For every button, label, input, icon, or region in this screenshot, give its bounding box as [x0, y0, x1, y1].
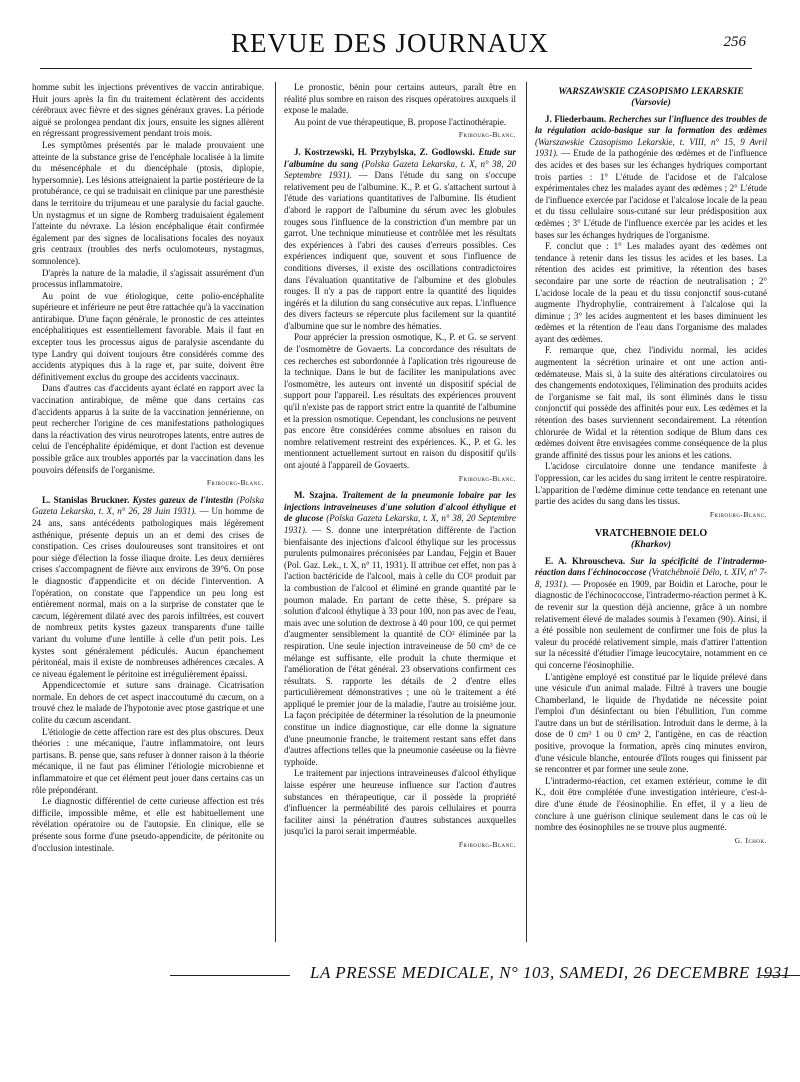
article-reference: (Polska Gazeta Lekarska, t. X, n° 38, 20 Septembre 1931).: [284, 158, 516, 181]
article-reference: (Polska Gazeta Lekarska, t. X, n° 26, 28 Juin 1931).: [32, 494, 264, 517]
article-title: Etude sur l'albumine du sang: [284, 146, 516, 169]
paragraph: Le traitement par injections intraveineuses d'alcool éthylique laisse espérer une heureuse influence sur l'action d'autres substances en thérapeutique, car il possède la propriété d'influencer la perméabilité des parois cellulaires et pourra faciliter ainsi la pénétration d'autres substances auxquelles jusqu'ici la paroi serait imperméable.: [284, 768, 516, 837]
paragraph: L'acidose circulatoire donne une tendance manifeste à l'oppression, car les acides du sang irritent le centre respiratoire. L'apparition de l'œdème diminue cette tendance en retenant une partie des acides du sang dans les tissus.: [535, 461, 767, 507]
author-signature: Fribourg-Blanc.: [206, 478, 264, 488]
paragraph: F. remarque que, chez l'individu normal, les acides augmentent la sécrétion urinaire et ont une action anti-œdémateuse. Mais si, à la suite des altérations circulatoires ou des changements endotoxiques, l'élimination des produits acides de l'organisme se fait mal, ils sont éliminés dans le tissu conjonctif qui possède des affinités pour eux. Les œdèmes et la rétention des bases surviennent secondairement. La rétention chlorurée de Widal et la rétention sodique de Blum dans ces œdèmes doivent être envisagées comme conséquence de la plus grande affinité des tissus pour les anions et les cations.: [535, 345, 767, 460]
article-body: — Etude de la pathogénie des œdèmes et de l'influence des acides et des bases sur les échanges hydriques comportant trois parties : 1° L'étude de l'acidose et de l'alcalose expérimentales chez les malades ayant des œdèmes ; 2° L'étude de l'influence exercée par l'acidose et l'alcalose locale de la peau et du tissu cellulaire sous-cutané sur leur prédisposition aux œdèmes ; 3° L'étude de l'influence exercée par les acides et les bases sur les échanges hydriques de l'organisme.: [535, 148, 767, 240]
paragraph: Au point de vue thérapeutique, B. propose l'actinothérapie.: [294, 116, 507, 127]
footer-rule-left: [170, 975, 290, 976]
author-signature: Fribourg-Blanc.: [709, 509, 767, 519]
article-body: — Un homme de 24 ans, sans antécédents pathologiques mais légèrement asthénique, présente depuis un an et demi des crises de constipation. Ces crises douloureuses sont transitoires et ont pour siège d'élection la fosse iliaque droite. Les deux dernières crises s'accompagnent de fièvre aux environs de 39°6. On pose le diagnostic d'appendicite et on décide l'intervention. A l'opération, on constate que l'appendice un peu long est entièrement normal, mais on a la surprise de constater que le cæcum, légèrement dilaté avec des parois infiltrées, est couvert de nombreux petits kystes gazeux transparents d'une taille variant du volume d'une lentille à celle d'un petit pois. Les kystes sont généralement pédiculés. Aucun épanchement péritonéal, mais il existe de nombreuses adhérences cæcales. A ce niveau également le péritoine est irrégulièrement épaissi.: [32, 506, 264, 679]
journal-name: WARSZAWSKIE CZASOPISMO LEKARSKIE: [558, 87, 744, 97]
article-author: J. Fliederbaum.: [545, 113, 607, 124]
article-reference: (Polska Gazeta Lekarska, t. X, n° 38, 20 Septembre 1931).: [284, 513, 516, 535]
author-signature: Fribourg-Blanc.: [458, 130, 516, 140]
article-abstract: [535, 114, 767, 242]
journal-name: VRATCHEBNOIE DELO: [594, 528, 708, 540]
footer-rule-right: [760, 975, 800, 976]
author-signature: Fribourg-Blanc.: [458, 840, 516, 849]
page-header: [20, 16, 760, 56]
article-body: — Dans l'étude du sang on s'occupe relativement peu de l'albumine. K., P. et G. s'attachent surtout à l'étude des variations quantitatives de l'albumine. Ils étudient d'abord le rapport de l'albumine du sérum avec les globules rouges sous l'influence de la constriction d'un membre par un garrot. Une technique minutieuse et contrôlée met les résultats des expériences à l'abri des causes d'erreurs possibles. Ces expériences indiquent que, souvent et sous l'influence de conditions diverses, il existe des oscillations contradictoires dans l'évaluation quantitative de l'albumine et des globules rouges. Il n'y a pas de rapport entre la quantité des liquides ingérés et la dilution du sang consécutive aux repas. L'influence des divers facteurs se répercute plus facilement sur la quantité d'albumine que sur le nombre des hématies.: [284, 170, 516, 331]
article-title: Kystes gazeux de l'intestin: [132, 494, 234, 505]
article-title: Recherches sur l'influence des troubles de la régulation acido-basique sur la formation des œdèmes: [535, 113, 767, 136]
column-divider: [526, 82, 527, 942]
article-author: J. Kostrzewski, H. Przybylska, Z. Godlowski.: [294, 146, 475, 157]
footer-text: LA PRESSE MEDICALE, N° 103, SAMEDI, 26 DECEMBRE 1931: [310, 963, 791, 982]
article-title: Sur la spécificité de l'intradermo-réaction dans l'échinococcose: [535, 555, 767, 578]
journal-city: (Kharkov): [630, 539, 672, 550]
author-signature: G. Ichok.: [734, 835, 767, 845]
column-divider: [275, 82, 276, 942]
paragraph: Dans d'autres cas d'accidents ayant éclaté en rapport avec la vaccination antirabique, de même que dans certains cas d'accidents apparus à la suite de la vaccination jennérienne, on peut rechercher l'origine de ces manifestations pathologiques dans la réactivation des virus neurotropes latents, entre autres de celui de l'encéphalite épidémique, et dont l'action est devenue possible grâce aux troubles apportés par la vaccination dans les pouvoirs défensifs de l'organisme.: [32, 383, 264, 475]
article-abstract: [32, 495, 264, 681]
paragraph: L'intradermo-réaction, cet examen extérieur, comme le dit K., doit être complétée d'une investigation intérieure, c'est-à-dire d'une étude de l'éosinophilie. En effet, il y a lieu de conclure à une guérison clinique seulement dans le cas où le nombre des éosinophiles ne se trouve plus augmenté.: [535, 775, 767, 833]
header-rule: [40, 68, 752, 69]
author-signature: Fribourg-Blanc.: [458, 473, 516, 483]
paragraph: L'étiologie de cette affection rare est des plus obscures. Deux théories : une mécanique, l'autre inflammatoire, ont leurs partisans. B. pense que, sans refuser à donner raison à la théorie mécanique, il ne faut pas éliminer l'étiologie microbienne et inflammatoire et que cet élément peut jouer dans certains cas un rôle prépondérant.: [32, 726, 264, 795]
paragraph: homme subit les injections préventives de vaccin antirabique. Huit jours après la fin du traitement éclatèrent des accidents cérébraux avec fièvre et des signes généraux graves. La période aiguë se prolongea pendant dix jours, ensuite les signes allèrent en régressant progressivement pendant trois mois.: [32, 82, 264, 139]
article-author: L. Stanislas Bruckner.: [42, 494, 130, 505]
article-abstract: [535, 556, 767, 672]
article-body: — S. donne une interprétation différente de l'action bienfaisante des injections d'alcool éthylique sur les processus purulents pulmonaires préconisées par Landau, Fejgin et Bauer (Pol. Gaz. Lek., t. X, n° 11, 1931). Il attribue cet effet, non pas à l'action bactéricide de l'alcool, mais à celle du CO² produit par la combustion de l'alcool et éliminé en grande quantité par le poumon malade. En partant de cette thèse, S. prépare sa solution d'alcool éthylique à 33 pour 100, non pas avec de l'eau, mais avec une solution de dextrose à 40 pour 100, ce qui permet d'augmenter sensiblement la quantité de CO² éliminée par la respiration. Une seule injection intraveineuse de 50 cm³ de ce mélange est suffisante, elle produit la chute thermique et l'amélioration de l'état général. 23 observations confirment ces résultats. S. rapporte les détails de 2 d'entre elles particulièrement démonstratives ; une où le traitement a été appliqué le premier jour de la maladie, l'autre au troisième jour. La façon précipitée de déterminer la résolution de la pneumonie constitue un indice diagnostique, car elle donne la signature d'une pneumonie franche, le traitement restant sans effet dans d'autres affections telles que la pneumonie caséeuse ou la fièvre typhoïde.: [284, 524, 516, 767]
paragraph: D'après la nature de la maladie, il s'agissait assurément d'un processus inflammatoire.: [32, 267, 264, 290]
article-abstract: [284, 490, 516, 768]
article-title: Traitement de la pneumonie lobaire par les injections intraveineuses d'une solution d'alcool éthylique et de glucose: [284, 490, 516, 524]
paragraph: Le pronostic, bénin pour certains auteurs, paraît être en réalité plus sombre en raison des risques opératoires auxquels il expose le malade.: [284, 82, 516, 116]
article-body: — Proposée en 1909, par Boidin et Laroche, pour le diagnostic de l'échinococcose, l'intradermo-réaction permet à K. de revenir sur la question déjà ancienne, grâce à un nombre relativement élevé de malades soumis à l'examen (90). Ainsi, il a été possible non seulement de confirmer une fois de plus la valeur du procédé relativement simple, mais d'attirer l'attention sur la nécessité d'étudier l'image leucocytaire, notamment en ce qui concerne l'éosinophilie.: [535, 578, 767, 670]
paragraph: Au point de vue étiologique, cette polio-encéphalite supérieure et inférieure ne peut être rattachée qu'à la vaccination antirabique. D'une façon générale, le pronostic de ces atteintes encéphalitiques est essentiellement favorable. Mais il faut en excepter tous les processus aigus de paralysie ascendante du type Landry qui doivent toujours être considérés comme des accidents atypiques dus à la rage et, par suite, doivent être définitivement exclus du groupe des accidents vaccinaux.: [32, 290, 264, 382]
page-footer: [170, 963, 800, 989]
column-1: [32, 82, 264, 912]
paragraph: Pour apprécier la pression osmotique, K., P. et G. se servent de l'osmomètre de Govaerts. La concordance des résultats de ces recherches est subordonnée à l'aplication très rigoureuse de la technique. Dans le but de faciliter les manipulations avec l'osmomètre, les auteurs ont inventé un dispositif spécial de support pour l'appareil. Les résultats des expériences prouvent qu'il n'existe pas de rapport strict entre la quantité de l'albumine et la pression osmotique. Cependant, les conclusions ne peuvent pas encore être considérées comme absolues en raison du nombre relativement restreint des expériences. K., P. et G. les mentionnent actuellement surtout en raison du dispositif qu'ils ont ajouté à l'appareil de Govaerts.: [284, 332, 516, 470]
article-reference: (Vratchébnoïé Délo, t. XIV, n° 7-8, 1931).: [535, 567, 767, 589]
column-3: [535, 82, 767, 912]
article-author: M. Szajna.: [294, 490, 338, 501]
journal-city: (Varsovie): [631, 98, 671, 108]
paragraph: L'antigène employé est constitué par le liquide prélevé dans une vésicule d'un animal malade. Filtré à travers une bougie Chamberland, le liquide de l'hydatide ne nécessite point l'emploi d'un désinfectant ou bien l'ébullition, l'un comme l'autre dans un but de stérilisation. Introduit dans le derme, à la dose de 0 cm³ 1 ou 0 cm³ 2, l'antigène, en cas de réaction positive, provoque la formation, après cinq minutes environ, d'une vésicule blanche, entourée d'îlots rouges qui finissent par se rencontrer et par former une seule zone.: [535, 671, 767, 775]
column-2: [284, 82, 516, 912]
page-number: 256: [723, 34, 746, 50]
article-abstract: [284, 147, 516, 333]
paragraph: Appendicectomie et suture sans drainage. Cicatrisation normale. En dehors de cet aspect inaccoutumé du cæcum, on a trouvé chez le malade de l'hypotonie avec ptose gastrique et une colite du cæcum ascendant.: [32, 680, 264, 726]
paragraph: Le diagnostic différentiel de cette curieuse affection est très difficile, impossible même, et elle est habituellement une révélation opératoire ou de l'autopsie. En clinique, elle se présente sous forme d'une pseudo-appendicite, de péritonite ou d'occlusion intestinale.: [32, 796, 264, 853]
paragraph: F. conclut que : 1° Les malades ayant des œdèmes ont tendance à retenir dans les tissus les acides et les bases. La rétention des acides est primitive, la rétention des bases secondaire par une sorte de réaction de neutralisation ; 2° L'acidose locale de la peau et du tissu conjonctif sous-cutané augmente l'hydrophylie, contrairement à l'alcalose qui la diminue ; 3° les acides augmentent et les bases diminuent les œdèmes et la rétention de l'eau dans l'organisme des malades ayant des œdèmes.: [535, 241, 767, 344]
article-reference: (Warszawskie Czasopismo Lekarskie, t. VIII, n° 15, 9 Avril 1931).: [535, 136, 767, 159]
journal-section-title: REVUE DES JOURNAUX: [230, 28, 549, 58]
paragraph: Les symptômes présentés par le malade prouvaient une atteinte de la substance grise de l'encéphale localisée à la limite du mésencéphale et du diencéphale (ptosis, diplopie, hypersomnie). Les lésions atteignaient la partie postérieure de la protubérance, ce qui se traduisait en clinique par une paresthésie dans le territoire du trijumeau et une paralysie du facial gauche. Un nystagmus et un signe de Romberg traduisaient également l'atteinte du névraxe. La lésion encéphalique était confirmée également par des signes de localisations focales des noyaux gris centraux (troubles des nerfs oculomoteurs, nystagmus, somnolence).: [32, 139, 264, 266]
article-author: E. A. Khrouscheva.: [545, 555, 626, 566]
